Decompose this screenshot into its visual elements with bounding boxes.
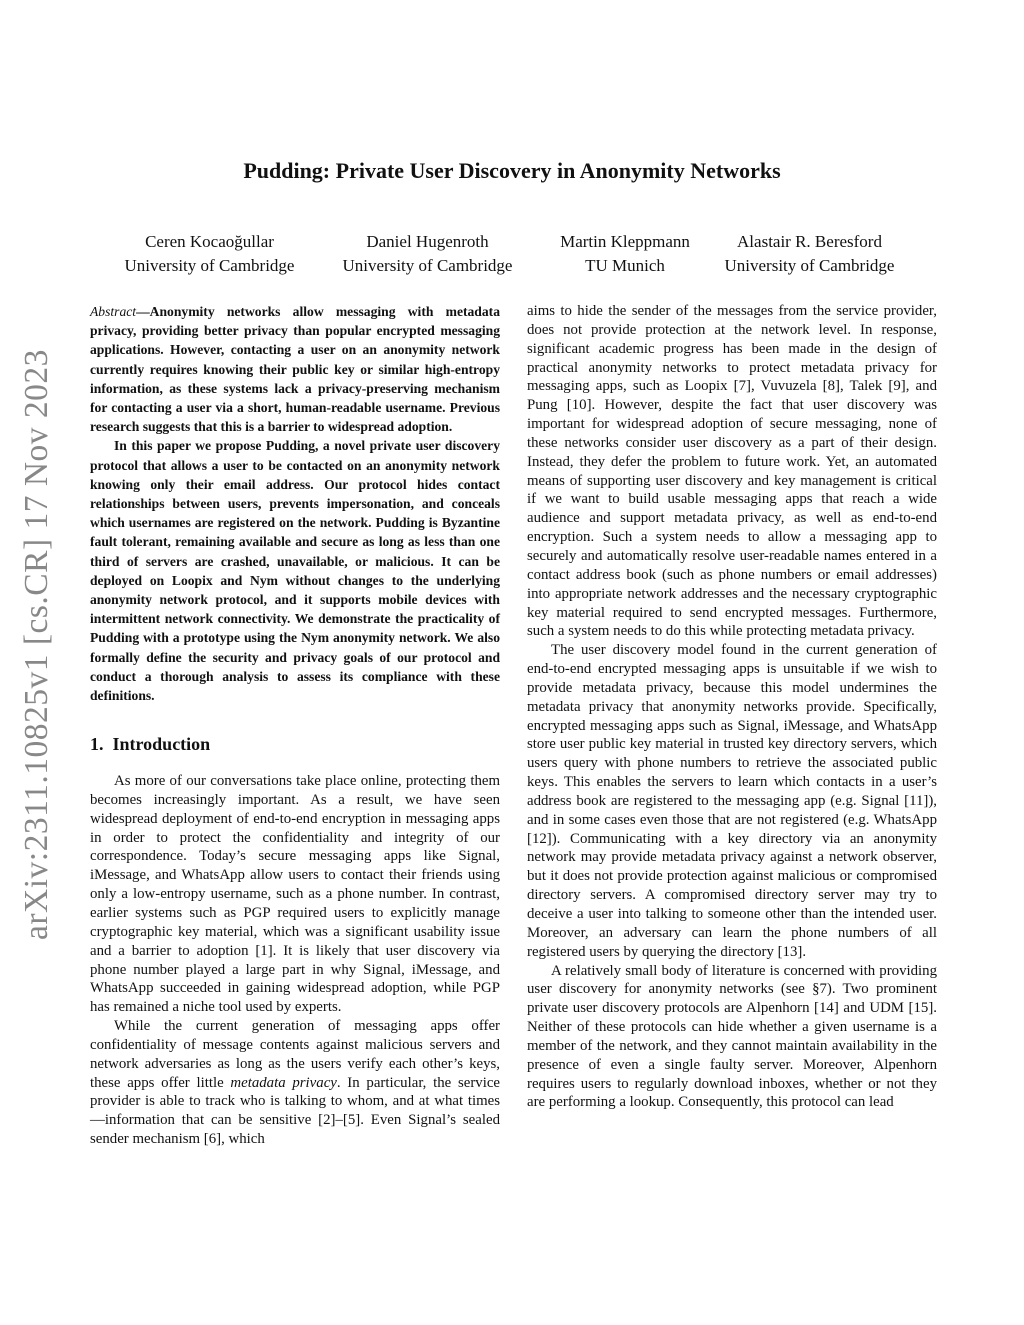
intro-paragraph-1: As more of our conversations take place online, protecting them becomes increasingly important. As a result, we have seen widespread deployment of end-to-end encryption in messaging apps in order to protect the confidentiality and integrity of our correspondence. Today’s secure messaging apps like Signal, iMessage, and WhatsApp allow users to contact their friends using only a low-entropy username, such as a phone number. In contrast, earlier systems such as PGP required users to explicitly manage cryptographic key material, which was a significant usability issue and a barrier to adoption [1]. It is likely that user discovery via phone number played a large part in why Signal, iMessage, and WhatsApp succeeded in gaining widespread adoption, while PGP has remained a niche tool used by experts. — [90, 773, 500, 1016]
author-name: Martin Kleppmann — [560, 232, 690, 251]
author-4 — [712, 230, 907, 277]
author-name: Alastair R. Beresford — [737, 232, 882, 251]
intro-paragraph-2 — [90, 1017, 500, 1149]
author-name: Daniel Hugenroth — [366, 232, 489, 251]
abstract-paragraph-1 — [90, 302, 500, 436]
author-3 — [540, 230, 710, 277]
abstract-label: Abstract — [90, 304, 137, 319]
arxiv-identifier: arXiv:2311.10825v1 [cs.CR] 17 Nov 2023 — [18, 349, 55, 940]
left-column — [90, 302, 500, 1149]
intro-paragraph-3: aims to hide the sender of the messages from the service provider, does not provide protection at the network level. In response, significant academic progress has been made in the design of practical anonymity networks to protect metadata privacy for messaging apps, such as Loopix [7], Vuvuzela [8], Talek [9], and Pung [10]. However, despite the fact that user discovery was important for widespread adoption of secure messaging, none of these networks consider user discovery as a part of their design. Instead, they defer the problem to future work. Yet, an automated means of supporting user discovery and key management is critical if we want to build usable messaging apps that reach a wide audience and support metadata privacy, as well as end-to-end encryption. Such a system needs to allow a messaging app to securely and automatically resolve user-readable names entered in a contact address book (such as phone numbers or email addresses) into appropriate network addresses and the necessary cryptographic key material required to send encrypted messages. Furthermore, such a system needs to do this while protecting metadata privacy. — [527, 303, 937, 640]
intro-paragraph-4: The user discovery model found in the current generation of end-to-end encrypted messaging apps is unsuitable if we wish to provide metadata privacy, because this model undermines the metadata privacy that anonymity networks provide. Specifically, encrypted messaging apps such as Signal, iMessage, and WhatsApp store user public key material in trusted key directory servers, which users query with phone numbers to retrieve the associated public keys. This enables the servers to learn which contacts in a user’s address book are registered to the messaging app (e.g. Signal [11]), and in some cases even those that are not registered (e.g. WhatsApp [12]). Communicating with a key directory via an anonymity network may provide metadata privacy against a network observer, but it does not provide protection against malicious or compromised directory servers. A compromised directory server may try to deceive a user into talking to someone other than the intended user. Moreover, an adversary can learn the phone numbers of all registered users by querying the directory [13]. — [527, 642, 937, 960]
section-title: Introduction — [112, 734, 211, 755]
intro-text-2a: While the current generation of messaging apps offer confidentiality of message contents against malicious servers and network adversaries as long as the users verify each other’s keys, these apps offer little — [90, 1018, 500, 1091]
intro-paragraph-5: A relatively small body of literature is concerned with providing user discovery for anonymity networks (see §7). Two prominent private user discovery protocols are Alpenhorn [14] and UDM [15]. Neither of these protocols can hide whether a given username is a member of the network, and they cannot maintain availability in the presence of even a single faulty server. Moreover, Alpenhorn requires users to regularly download inboxes, whether or not they are performing a lookup. Consequently, this protocol can lead — [527, 962, 937, 1111]
author-2 — [330, 230, 525, 277]
section-heading — [90, 735, 500, 754]
right-column — [527, 302, 937, 1112]
author-1 — [112, 230, 307, 277]
abstract-text-1: Anonymity networks allow messaging with metadata privacy, providing better privacy than popular encrypted messaging applications. However, contacting a user on an anonymity network currently requires knowing their public key or similar high-entropy information, as these systems lack a privacy-preserving mechanism for contacting a user via a short, human-readable username. Previous research suggests that this is a barrier to widespread adoption. — [90, 304, 500, 435]
section-number: 1. — [90, 734, 104, 755]
intro-text-2b: . In particular, the service provider is able to track who is talking to whom, and at what times—information that can be sensitive [2]–[5]. Even Signal’s sealed sender mechanism [6], which — [90, 1074, 500, 1148]
author-affiliation: TU Munich — [585, 255, 665, 275]
emphasis-metadata-privacy: metadata privacy — [230, 1074, 337, 1091]
author-affiliation: University of Cambridge — [124, 255, 295, 275]
paper-title: Pudding: Private User Discovery in Anonymity Networks — [243, 158, 781, 183]
author-name: Ceren Kocaoğullar — [145, 232, 274, 251]
author-affiliation: University of Cambridge — [342, 255, 513, 275]
abstract — [90, 302, 500, 705]
author-affiliation: University of Cambridge — [724, 255, 895, 275]
abstract-paragraph-2: In this paper we propose Pudding, a novel private user discovery protocol that allows a user to be contacted on an anonymity network knowing only their email address. Our protocol hides contact relationships between users, prevents impersonation, and conceals which usernames are registered on the network. Pudding is Byzantine fault tolerant, remaining available and secure as long as less than one third of servers are crashed, unavailable, or malicious. It can be deployed on Loopix and Nym without changes to the underlying anonymity network protocol, and it supports mobile devices with intermittent network connectivity. We demonstrate the practicality of Pudding with a prototype using the Nym anonymity network. We also formally define the security and privacy goals of our protocol and conduct a thorough analysis to assess its compliance with these definitions. — [90, 438, 500, 704]
abstract-dash: — — [136, 304, 150, 319]
